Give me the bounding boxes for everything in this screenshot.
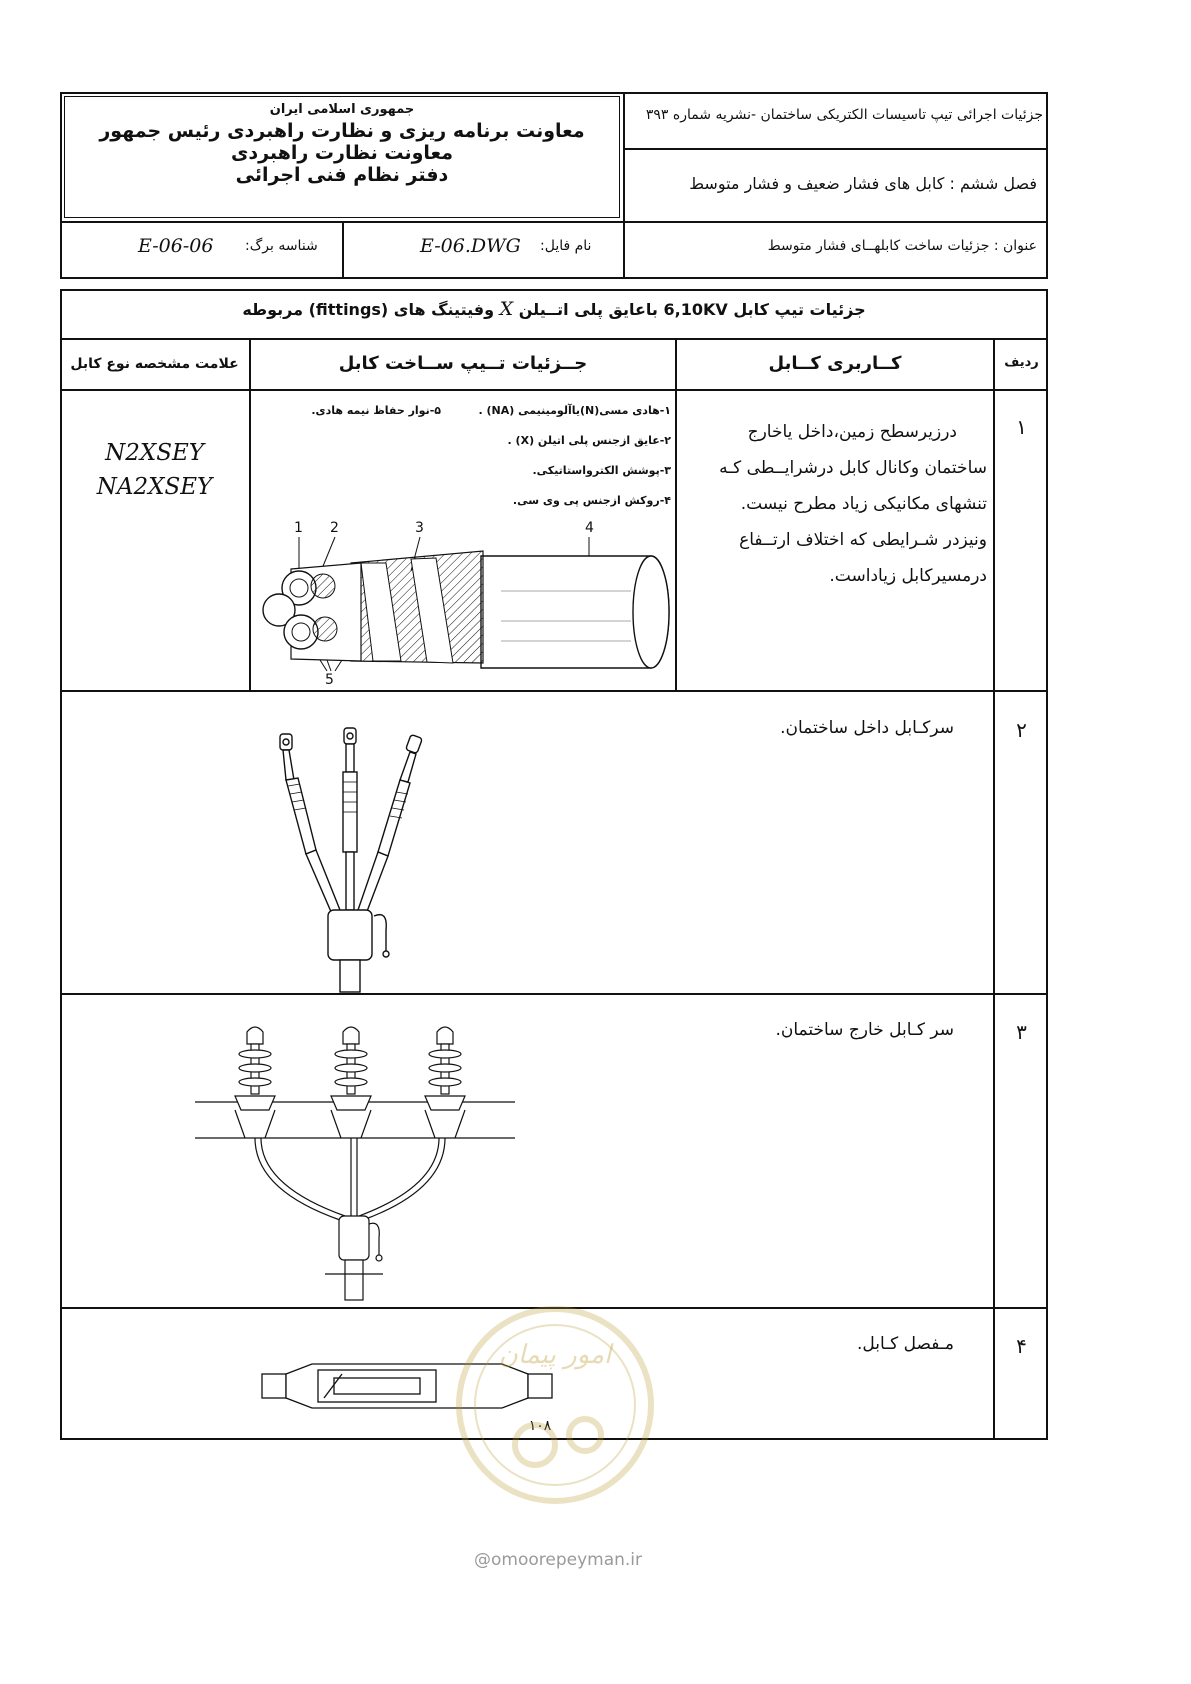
caption-part2: وفیتینگ های (fittings) مربوطه (242, 300, 495, 319)
header-divider-title (623, 222, 625, 278)
sheet-title: عنوان : جزئیات ساخت کابلهــای فشار متوسط (767, 238, 1037, 254)
org-line4: دفتر نظام فنی اجرائی (235, 164, 449, 186)
table-caption (60, 298, 1048, 320)
org-block (64, 96, 620, 218)
chapter-title: فصل ششم : کابل های فشار ضعیف و فشار متوسط (689, 174, 1037, 193)
col-header-row: ردیف (1004, 355, 1039, 370)
watermark-seal (455, 1305, 655, 1505)
col-header-details: جــزئیات تــیپ ســاخت کابل (338, 353, 588, 374)
row1-number: ۱ (1016, 415, 1027, 439)
file-label: نام فایل: (540, 238, 592, 254)
row4-usage: مـفصل کـابل. (857, 1334, 954, 1354)
indoor-termination-drawing (270, 720, 430, 992)
watermark-name: امور پیمان (498, 1340, 612, 1370)
header-divider-file (342, 222, 344, 278)
caption-divider (60, 338, 1048, 340)
row1-usage-line1: درزیرسطح زمین،داخل یاخارج (747, 422, 957, 442)
row2-usage: سرکـابل داخل ساختمان. (780, 718, 954, 738)
cable-drawing (251, 391, 675, 690)
legend-3: ۳-پوشش الکترواستاتیکی. (532, 464, 671, 477)
row1-usage (682, 414, 987, 594)
row1-mark-1: N2XSEY (105, 440, 204, 466)
row1-mark-2: NA2XSEY (96, 474, 213, 500)
callout-1: 1 (294, 520, 303, 536)
caption-x: X (499, 298, 514, 320)
publication-title: جزئیات اجرائی تیپ تاسیسات الکتریکی ساختمان -نشریه شماره ۳۹۳ (645, 107, 1043, 123)
callout-2: 2 (330, 520, 339, 536)
row2-bottom-divider (60, 993, 1048, 995)
row3-usage: سر کـابل خارج ساختمان. (775, 1020, 954, 1040)
row1-usage-line3: تنشهای مکانیکی زیاد مطرح نیست. (740, 494, 987, 514)
legend-4: ۴-روکش ازجنس پی وی سی. (512, 494, 671, 507)
row1-usage-line2: ساختمان وکانال کابل درشرایــطی کـه (719, 458, 987, 478)
org-line3: معاونت نظارت راهبردی (230, 142, 454, 164)
row2-number: ۲ (1016, 718, 1027, 742)
header-divider-horizontal (60, 221, 1048, 223)
col-header-mark: علامت مشخصه نوع کابل (70, 356, 239, 372)
row4-number: ۴ (1016, 1334, 1027, 1358)
row1-bottom-divider (60, 690, 1048, 692)
header-divider-right-mid (624, 148, 1048, 150)
sheet-id-label: شناسه برگ: (245, 238, 318, 254)
outdoor-termination-drawing (195, 1020, 515, 1300)
callout-4: 4 (585, 520, 594, 536)
callout-5: 5 (325, 672, 334, 688)
col-header-usage: کــاربری کــابل (768, 353, 902, 374)
legend-5: ۵-نوار حفاظ نیمه هادی. (311, 404, 441, 417)
page-number: ۱۰۸ (528, 1418, 552, 1434)
org-line1: جمهوری اسلامی ایران (269, 102, 415, 117)
usage-column-divider (675, 339, 677, 691)
row1-usage-line4: ونیزدر شـرایطی که اختلاف ارتــفاع (739, 530, 987, 550)
legend-2: ۲-عایق ازجنس پلی اتیلن (X) . (507, 434, 671, 447)
caption-part1: جزئیات تیپ کابل 6,10KV باعایق پلی اتــیلن (518, 300, 866, 319)
watermark-at-icon: @ (473, 1550, 491, 1570)
watermark-url-text: omoorepeyman.ir (490, 1550, 643, 1570)
header-divider-vertical (623, 92, 625, 222)
org-line2: معاونت برنامه ریزی و نظارت راهبردی رئیس جمهور (99, 120, 585, 142)
file-value: E-06.DWG (420, 235, 521, 257)
row3-number: ۳ (1016, 1020, 1027, 1044)
callout-3: 3 (415, 520, 424, 536)
sheet-id-value: E-06-06 (138, 235, 214, 257)
watermark-url (458, 1550, 658, 1570)
row-num-column-divider (993, 339, 995, 1439)
legend-1: ۱-هادی مسی(N)یاآلومینیمی (NA) . (478, 404, 671, 417)
row1-usage-line5: درمسیرکابل زیاداست. (829, 566, 987, 586)
